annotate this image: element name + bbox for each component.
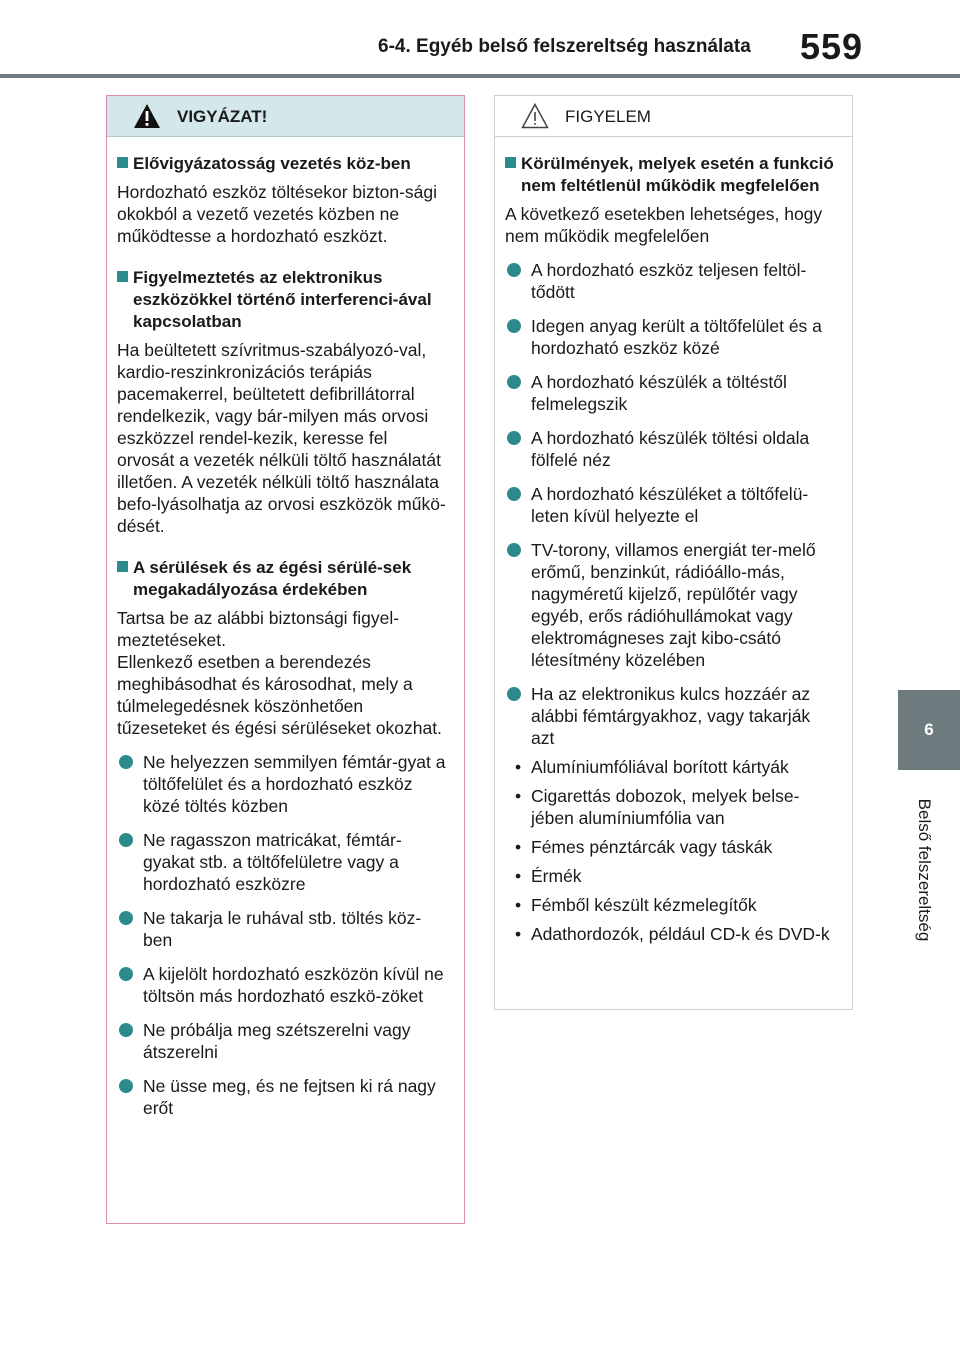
bullet-icon bbox=[507, 375, 521, 389]
list-item: A hordozható készülék a töltéstől felmelegszik bbox=[505, 371, 836, 415]
chapter-label bbox=[910, 780, 938, 960]
sub-list-item: • Alumíniumfóliával borított kártyák bbox=[515, 757, 789, 777]
section-heading: Elővigyázatosság vezetés köz-ben bbox=[117, 153, 448, 175]
section-heading: A sérülések és az égési sérülé-sek megakadályozása érdekében bbox=[117, 557, 448, 601]
chapter-tab[interactable] bbox=[898, 690, 960, 770]
section-heading: Körülmények, melyek esetén a funkció nem feltétlenül működik megfelelően bbox=[505, 153, 836, 197]
caution-box bbox=[106, 95, 465, 1224]
caution-title: VIGYÁZAT! bbox=[177, 107, 268, 126]
chapter-label-text: Belső felszereltség bbox=[915, 798, 934, 942]
list-item: A hordozható készülék töltési oldala fölfelé néz bbox=[505, 427, 836, 471]
list-item: Ne üsse meg, és ne fejtsen ki rá nagy erőt bbox=[117, 1075, 448, 1119]
bullet-icon bbox=[119, 755, 133, 769]
notice-title: FIGYELEM bbox=[565, 107, 651, 126]
section-paragraph: A következő esetekben lehetséges, hogy nem működik megfelelően bbox=[505, 204, 823, 246]
header-title: 6-4. Egyéb belső felszereltség használata bbox=[378, 36, 751, 57]
warning-icon bbox=[133, 102, 161, 130]
bullet-icon bbox=[119, 1023, 133, 1037]
bullet-icon bbox=[507, 263, 521, 277]
section-paragraph: Tartsa be az alábbi biztonsági figyel-meztetéseket. bbox=[117, 608, 400, 650]
notice-header bbox=[495, 96, 852, 137]
bullet-icon bbox=[507, 543, 521, 557]
page-number: 559 bbox=[800, 26, 864, 67]
section-heading: Figyelmeztetés az elektronikus eszközökkel történő interferenci-ával kapcsolatban bbox=[117, 267, 448, 333]
sub-list-item: • Adathordozók, például CD-k és DVD-k bbox=[515, 924, 830, 944]
bullet-icon bbox=[507, 487, 521, 501]
bullet-icon bbox=[507, 319, 521, 333]
list-item: A hordozható eszköz teljesen feltöl-tődött bbox=[505, 259, 836, 303]
sub-list-item: • Fémes pénztárcák vagy táskák bbox=[515, 837, 773, 857]
list-item: Ha az elektronikus kulcs hozzáér az alábbi fémtárgyakhoz, vagy takarják azt bbox=[505, 683, 836, 749]
list-item: A kijelölt hordozható eszközön kívül ne töltsön más hordozható eszkö-zöket bbox=[117, 963, 448, 1007]
bullet-icon bbox=[507, 431, 521, 445]
notice-box bbox=[494, 95, 853, 1010]
sub-list-item: • Fémből készült kézmelegítők bbox=[515, 895, 757, 915]
bullet-icon bbox=[507, 687, 521, 701]
list-item: Ne takarja le ruhával stb. töltés köz-ben bbox=[117, 907, 448, 951]
list-item: A hordozható készüléket a töltőfelü-leten kívül helyezte el bbox=[505, 483, 836, 527]
section-paragraph: Ellenkező esetben a berendezés meghibásodhat és károsodhat, mely a túlmelegedésnek köszönhetően tűzeseteket és égési sérüléseket okozhat. bbox=[117, 652, 442, 738]
list-item: Idegen anyag került a töltőfelület és a hordozható eszköz közé bbox=[505, 315, 836, 359]
section-paragraph: Ha beültetett szívritmus-szabályozó-val, kardio-reszinkronizációs terápiás pacemakerrel, beültetett defibrillátorral rendelkezik, vagy bár-milyen más orvosi eszközzel rendel-kezik, keresse fel orvosát a vezeték nélküli töltő használatát illetően. A vezeték nélküli töltő használata befo-lyásolhatja az orvosi eszközök műkö-dését. bbox=[117, 340, 446, 536]
list-item: TV-torony, villamos energiát ter-melő erőmű, benzinkút, rádióállo-más, nagyméretű kijelző, repülőtér vagy egyéb, erős rádióhullámokat vagy elektromágneses zajt kibo-csátó létesítmény közelében bbox=[505, 539, 836, 671]
list-item: Ne próbálja meg szétszerelni vagy átszerelni bbox=[117, 1019, 448, 1063]
warning-outline-icon bbox=[521, 102, 549, 130]
bullet-icon bbox=[119, 1079, 133, 1093]
bullet-icon bbox=[119, 911, 133, 925]
bullet-icon bbox=[119, 833, 133, 847]
list-item: Ne helyezzen semmilyen fémtár-gyat a töltőfelület és a hordozható eszköz közé töltés közben bbox=[117, 751, 448, 817]
header-rule bbox=[0, 74, 960, 78]
section-paragraph: Hordozható eszköz töltésekor bizton-sági okokból a vezető vezetés közben ne működtesse a hordozható eszközt. bbox=[117, 182, 438, 246]
list-item: Ne ragasszon matricákat, fémtár-gyakat stb. a töltőfelületre vagy a hordozható eszközre bbox=[117, 829, 448, 895]
bullet-icon bbox=[119, 967, 133, 981]
sub-list-item: • Érmék bbox=[515, 866, 582, 886]
chapter-number: 6 bbox=[924, 720, 934, 739]
sub-list-item: • Cigarettás dobozok, melyek belse-jében alumíniumfólia van bbox=[515, 786, 800, 828]
caution-header bbox=[107, 96, 464, 137]
